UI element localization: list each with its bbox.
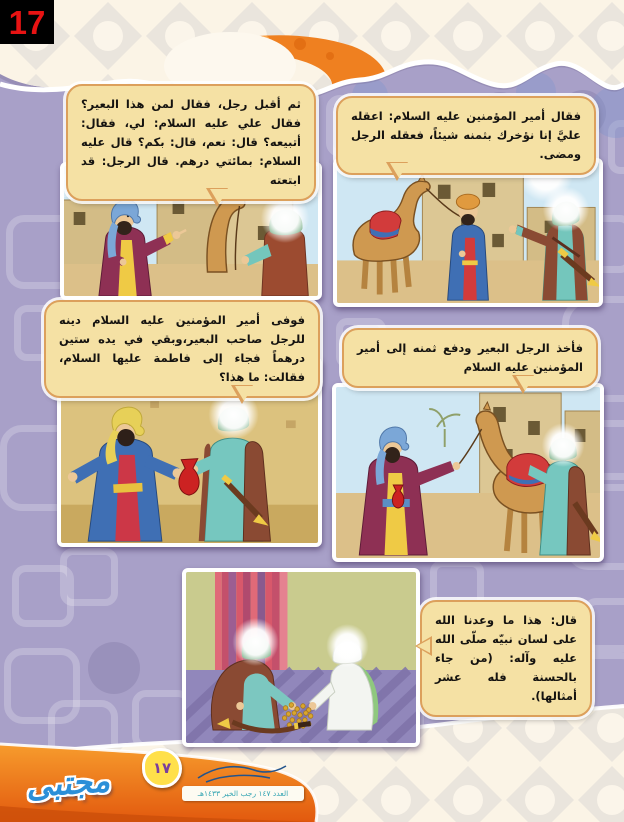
- background-shape: [88, 642, 140, 694]
- panel-4-illustration: [336, 387, 600, 558]
- speech-bubble-3-text: فوفى أمير المؤمنين عليه السلام دينه للرجل صاحب البعير،وبقي في يده ستين درهماً فجاء إلى فاطمة عليها السلام، فقالت: ما هذا؟: [59, 313, 305, 385]
- issue-number-badge: [142, 748, 182, 788]
- speech-bubble-2-text: فقال أمير المؤمنين عليه السلام: اعقله عليَّ إنا نؤخرك بثمنه شيئاً، فعقله الرجل ومضى.: [351, 109, 581, 162]
- comic-panel-5: [182, 568, 420, 747]
- glow-face: [542, 423, 585, 467]
- speech-bubble-1-text: ثم أقبل رجل، فقال لمن هذا البعير؟ فقال علي عليه السلام: لي، فقال: أتبيعه؟ قال: نعم، قال: بكم؟ قال عليه السلام: بمائتي درهم. قال الرجل: قد ابتعته: [81, 97, 301, 188]
- page-number-box: [0, 0, 54, 44]
- glow-face: [232, 618, 278, 666]
- bubble-tail: [210, 189, 228, 213]
- speech-bubble-4: [342, 328, 598, 388]
- bubble-tail: [516, 376, 534, 400]
- background-shape: [60, 548, 118, 606]
- speech-bubble-2: [336, 96, 596, 175]
- bubble-tail: [390, 163, 408, 187]
- speech-bubble-5: [420, 600, 592, 717]
- issue-number: ١٧: [152, 759, 172, 777]
- turban: [456, 194, 479, 209]
- glow-face: [543, 187, 590, 232]
- magazine-logo: مجتبى: [24, 761, 112, 805]
- bubble-tail: [410, 639, 430, 653]
- bubble-tail: [235, 386, 253, 410]
- speech-bubble-5-text: قال: هذا ما وعدنا الله على لسان نبيّه صلّى الله عليه وآله: (من جاء بالحسنة فله عشر أمثالها).: [435, 613, 577, 704]
- page-number: 17: [8, 3, 46, 41]
- comic-panel-2: [333, 158, 603, 307]
- speech-bubble-3: [44, 300, 320, 398]
- swirl-doodle-icon: [196, 762, 288, 786]
- panel-5-illustration: [186, 572, 416, 743]
- issue-info-box: [182, 786, 304, 801]
- issue-info-text: العدد ١٤٧ رجب الخير ١٤٣٣هـ: [197, 789, 289, 798]
- comic-panel-4: [332, 383, 604, 562]
- speech-bubble-4-text: فأخذ الرجل البعير ودفع ثمنه إلى أمير المؤمنين عليه السلام: [357, 341, 583, 375]
- panel-2-illustration: [337, 162, 599, 303]
- glow-face: [326, 624, 369, 668]
- speech-bubble-1: [66, 84, 316, 201]
